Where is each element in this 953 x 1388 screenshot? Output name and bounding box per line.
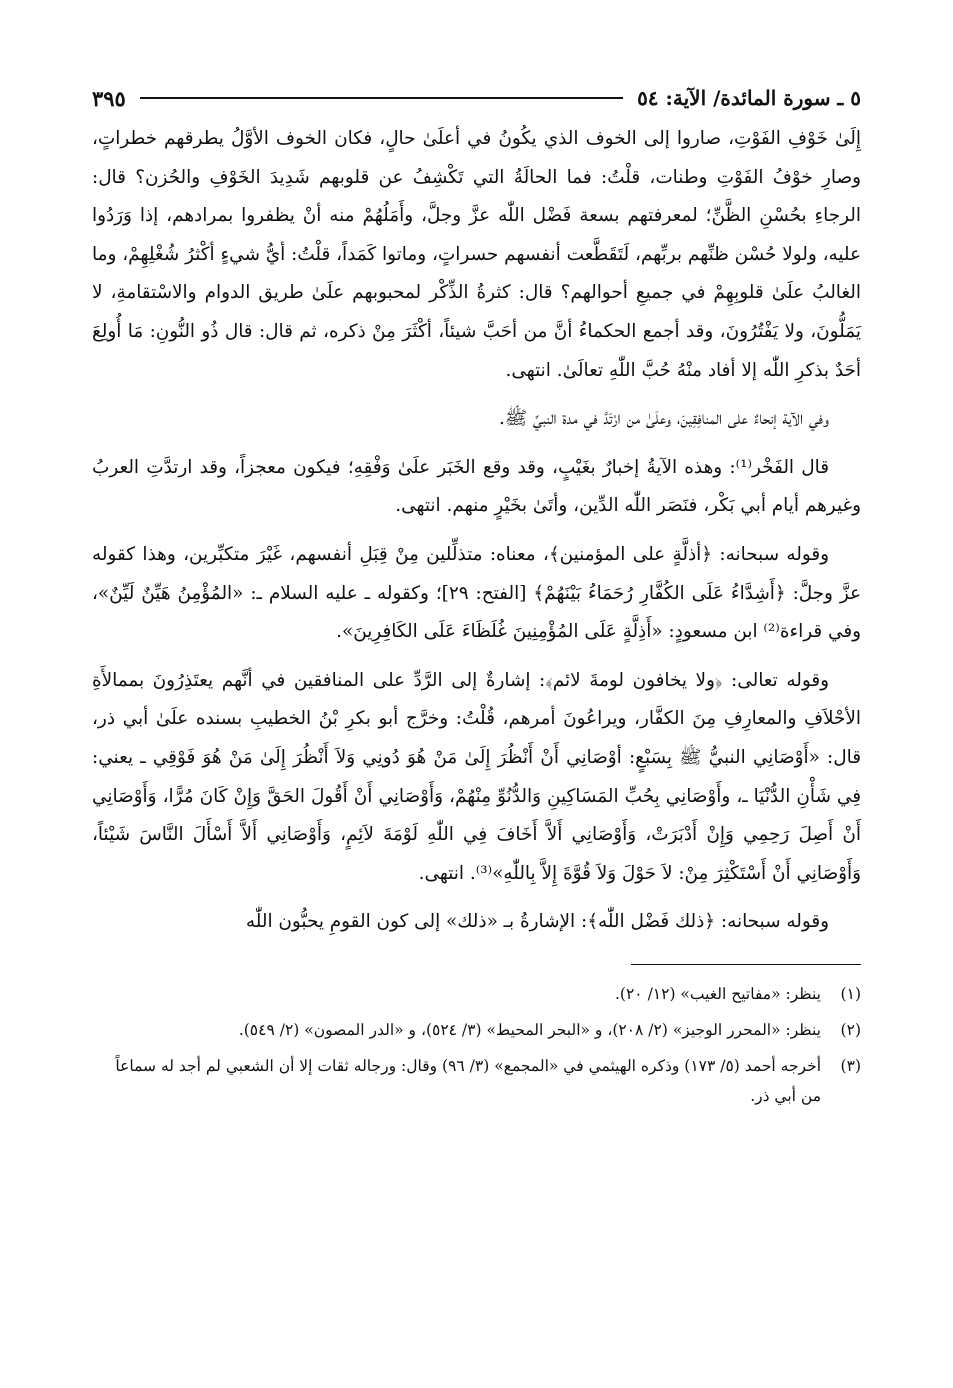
- paragraph-1: إِلَىٰ خَوْفِ الفَوْتِ، صاروا إلى الخوف الذي يكُونُ في أعلَىٰ حالٍ، فكان الخوف الأوَّلُ يطرقهم خطراتٍ، وصارِ خوْفُ الفَوْتِ وطنات، قلْتُ: فما الحالَةُ التي تَكْشِفُ عن قلوبهم شَدِيدَ الخَوْفِ والحُزن؟ قال: الرجاءِ بحُسْنِ الظَّنِّ؛ لمعرفتهم بسعة فَضْل اللّٰه عزَّ وجلَّ، وأَمَلُهُمْ منه أنْ يظفروا بمرادهم، إذا وَرَدُوا عليه، ولولا حُسْن ظنِّهم بربِّهم، لَتَقَطَّعت أنفسهم حسراتٍ، وماتوا كَمَداً، قلْتُ: أيُّ شيءٍ أكْثرُ شُغْلِهِمْ، وما الغالبُ علَىٰ قلوبِهِمْ في جميعِ أحوالهم؟ قال: كثرةُ الذِّكْر لمحبوبهم علَىٰ طريق الدوام والاسْتقامةِ، لا يَمَلُّونَ، ولا يَفْتُرُونَ، وقد أجمع الحكماءُ أنَّ من أحَبَّ شيئاً، أكْثَرَ مِنْ ذكره، ثم قال: قال ذُو النُّونِ: مَا أُولِعَ أحَدٌ بذكرِ اللّٰه إلا أفاد منْهُ حُبَّ اللّٰهِ تعالَىٰ. انتهى.: [92, 128, 861, 381]
- running-header: [92, 78, 861, 118]
- paragraph-5: وقوله تعالى: ﴿ولا يخافون لومةَ لائم﴾: إشارةٌ إلى الرَّدِّ على المنافقين في أنَّهم يعتَذِرُونَ بممالأَةِ الأحْلاَفِ والمعارِفِ مِنَ الكفَّار، ويراعُونَ أمرهم، قُلْتُ: وخرَّج أبو بكرِ بْنُ الخطيبِ بسنده علَىٰ أبي ذر، قال: «أَوْصَانِي النبيُّ ﷺ بِسَبْعٍ: أوْصَانِي أَنْ أَنْظُرَ إِلَىٰ مَنْ هُوَ دُونِي وَلاَ أَنْظُرَ إِلَىٰ مَنْ هُوَ فَوْقِي ـ يعني: فِي شَأْنِ الدُّنْيَا ـ، وأَوْصَانِي بِحُبِّ المَسَاكِينِ وَالدُّنُوِّ مِنْهُمْ، وَأَوْصَانِي أَنْ أَقُولَ الحَقَّ وَإِنْ كَانَ مُرًّا، وَأَوْصَانِي أَنْ أَصِلَ رَحِمِي وَإِنْ أَدْبَرَتْ، وَأَوْصَانِي أَلاَّ أَخَافَ فِي اللّٰهِ لَوْمَةَ لاَئِمٍ، وَأَوْصَانِي أَلاَّ أَسْأَلَ النَّاسَ شَيْئاً، وَأَوْصَانِي أَنْ أَسْتَكْثِرَ مِنْ: لاَ حَوْلَ وَلاَ قُوَّةَ إِلاَّ بِاللّٰهِ»⁽³⁾. انتهى.: [92, 669, 861, 884]
- footnote-2: [92, 1015, 861, 1045]
- footnote-separator: [631, 964, 861, 965]
- main-text: [92, 120, 861, 942]
- header-title: ٥ ـ سورة المائدة/ الآية: ٥٤: [637, 86, 861, 110]
- page-number: ٣٩٥: [92, 85, 126, 111]
- footnote-3: [92, 1051, 861, 1111]
- paragraph-2: وفي الآية إنحاءٌ على المنافِقِينَ، وعلَىٰ من ارْتَدَّ في مدة النبيِّ ﷺ.: [498, 408, 829, 430]
- footnote-number: (١): [840, 984, 861, 1003]
- paragraph-6: وقوله سبحانه: ﴿ذلك فَضْل اللّٰه﴾: الإشارةُ بـ «ذلك» إلى كون القومِ يحبُّون اللّٰه: [245, 911, 829, 933]
- footnote-1: [92, 979, 861, 1009]
- paragraph-4: وقوله سبحانه: ﴿أذلَّةٍ على المؤمنين﴾، معناه: متذلِّلين مِنْ قِبَلِ أنفسهم، غَيْرَ متكبِّرين، وهذا كقوله عزَّ وجلَّ: ﴿أَشِدَّاءُ عَلَى الكُفَّارِ رُحَمَاءُ بَيْنَهُمْ﴾ [الفتح: ٢٩]؛ وكقوله ـ عليه السلام ـ: «المُؤْمِنُ هَيِّنٌ لَيِّنٌ»، وفي قراءة⁽²⁾ ابن مسعودٍ: «أَذِلَّةٍ عَلَى المُؤْمِنِينَ غُلَظَاءَ عَلَى الكَافِرِينَ».: [92, 543, 861, 643]
- footnotes: [92, 979, 861, 1111]
- paragraph-3: قال الفَخْر⁽¹⁾: وهذه الآيةُ إخبارٌ بغَيْبٍ، وقد وقع الخَبَر علَىٰ وَفْقِهِ؛ فيكون معجزاً، وقد ارتدَّتِ العربُ وغيرهم أيام أبي بَكْر، فنَصَر اللّٰه الدِّين، وأتَىٰ بخَيْرٍ منهم. انتهى.: [92, 456, 861, 517]
- footnote-number: (٢): [840, 1020, 861, 1039]
- footnote-text: ينظر: «المحرر الوجيز» (٢/ ٢٠٨)، و «البحر المحيط» (٣/ ٥٢٤)، و «الدر المصون» (٢/ ٥٤٩).: [238, 1020, 821, 1039]
- header-rule: [140, 97, 623, 99]
- footnote-text: أخرجه أحمد (٥/ ١٧٣) وذكره الهيثمي في «المجمع» (٣/ ٩٦) وقال: ورجاله ثقات إلا أن الشعبي لم أجد له سماعاً من أبي ذر.: [115, 1056, 821, 1105]
- footnote-text: ينظر: «مفاتيح الغيب» (١٢/ ٢٠).: [615, 984, 821, 1003]
- footnote-number: (٣): [840, 1056, 861, 1075]
